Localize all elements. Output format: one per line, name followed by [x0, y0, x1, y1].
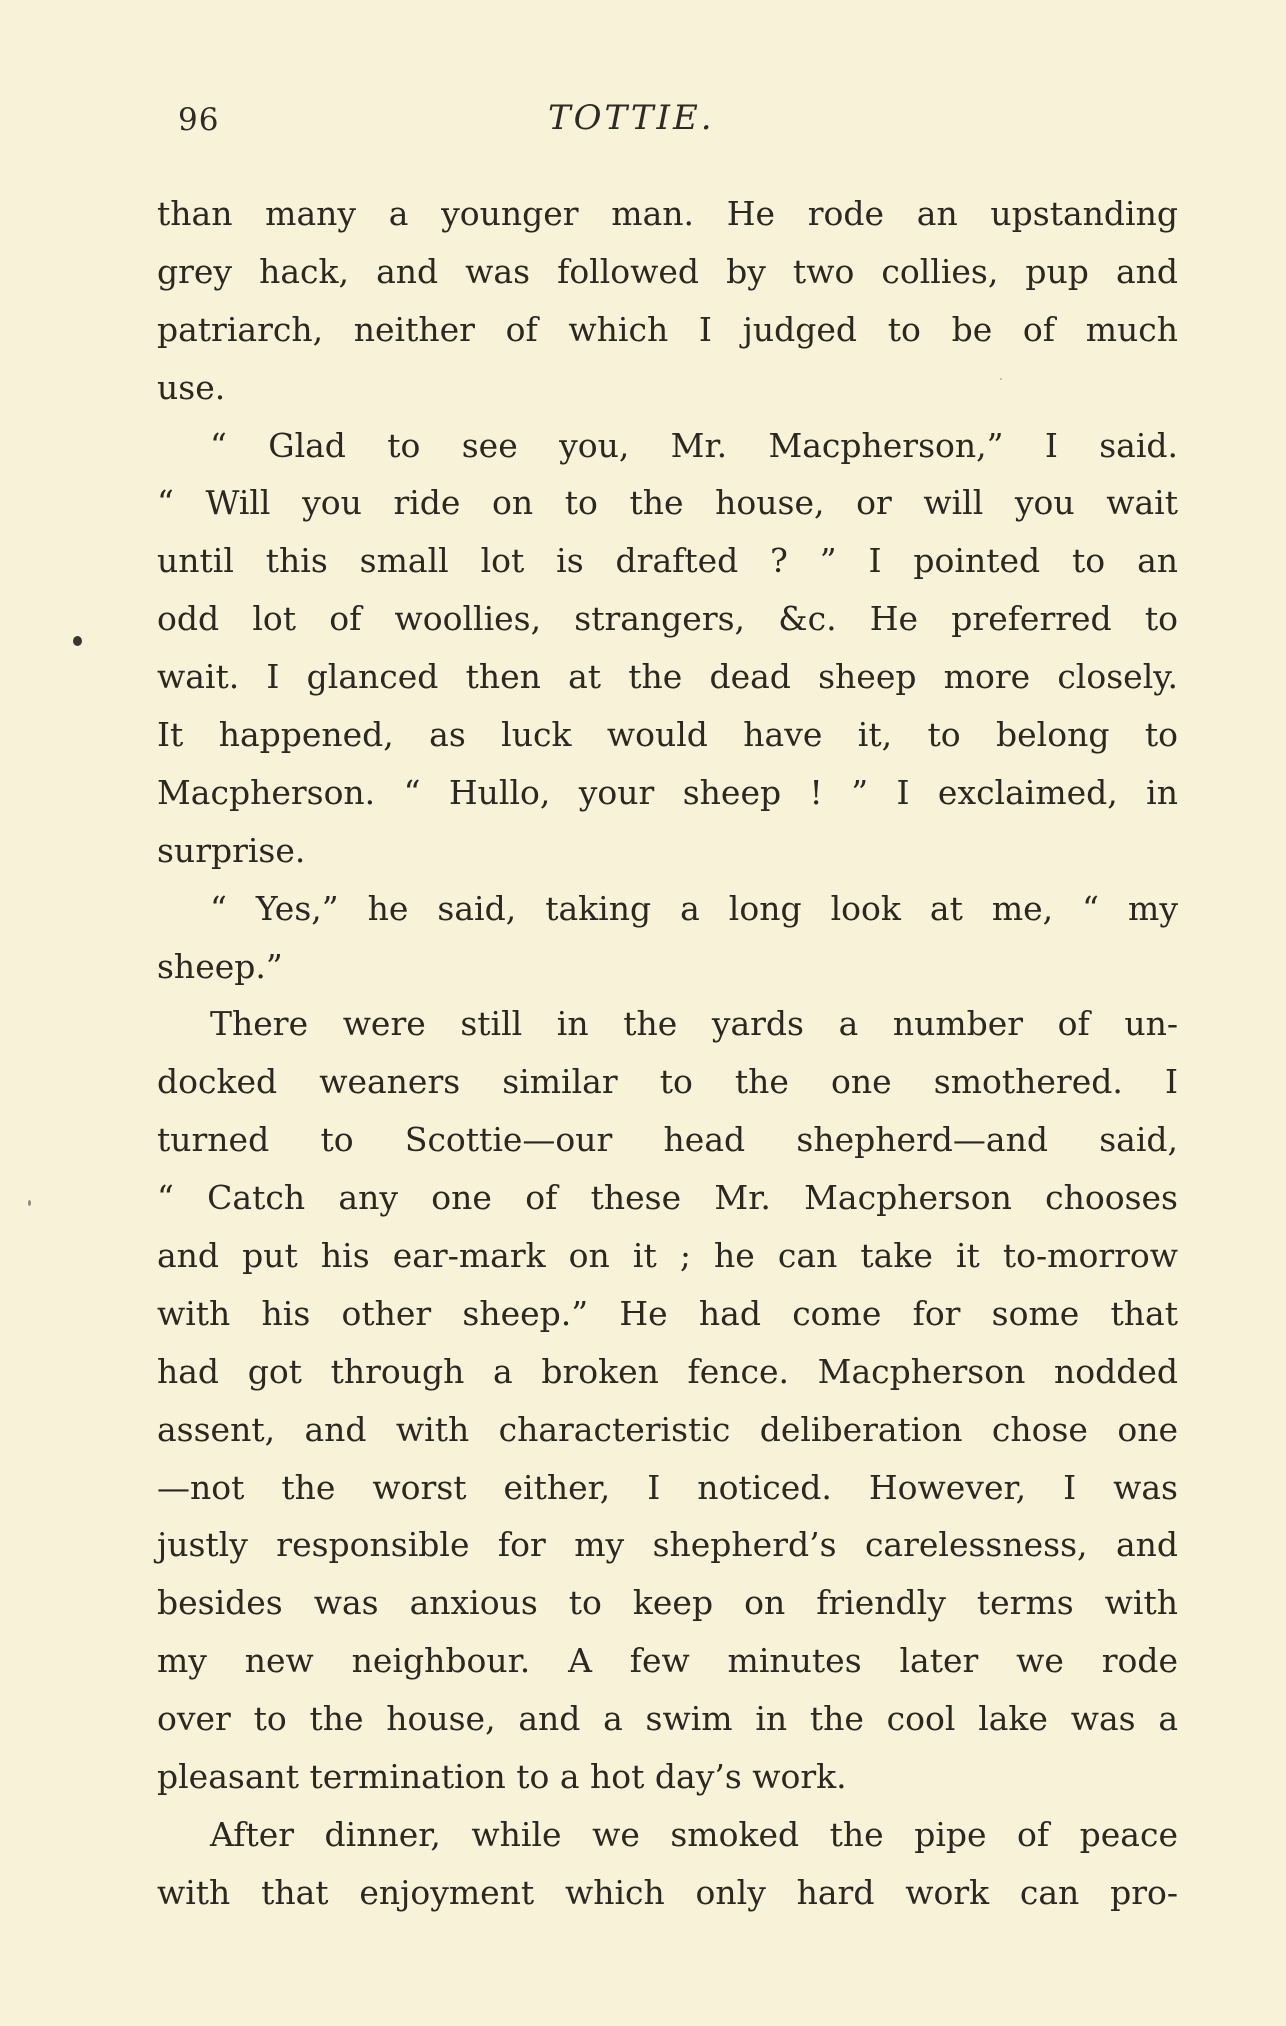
text-line: than many a younger man. He rode an upstanding — [157, 194, 1178, 233]
text-line: After dinner, while we smoked the pipe of peace — [210, 1814, 1178, 1854]
text-line: until this small lot is drafted ? ” I pointed to an — [157, 541, 1178, 581]
text-line: with that enjoyment which only hard work can pro- — [157, 1872, 1178, 1912]
page-number: 96 — [178, 102, 220, 138]
text-line: —not the worst either, I noticed. However, I was — [157, 1467, 1178, 1507]
text-line: wait. I glanced then at the dead sheep more closely. — [157, 657, 1178, 697]
text-line: Macpherson. “ Hullo, your sheep ! ” I exclaimed, in — [157, 772, 1178, 812]
text-line: my new neighbour. A few minutes later we rode — [157, 1641, 1178, 1681]
text-line: pleasant termination to a hot day’s work. — [157, 1757, 847, 1797]
text-line: justly responsible for my shepherd’s carelessness, and — [157, 1525, 1178, 1565]
ink-speck — [28, 1200, 31, 1206]
text-line: turned to Scottie—our head shepherd—and said, — [157, 1120, 1178, 1160]
text-line: It happened, as luck would have it, to belong to — [157, 715, 1178, 755]
body-text — [157, 185, 1178, 1922]
text-line: assent, and with characteristic deliberation chose one — [157, 1409, 1178, 1449]
text-line: use. — [157, 367, 226, 407]
text-line: over to the house, and a swim in the cool lake was a — [157, 1699, 1178, 1739]
text-line: patriarch, neither of which I judged to be of much — [157, 309, 1178, 349]
text-line: sheep.” — [157, 946, 283, 986]
ink-speck — [1000, 378, 1002, 380]
ink-speck — [73, 636, 82, 646]
page-header — [0, 96, 1286, 146]
text-line: There were still in the yards a number of un- — [210, 1004, 1178, 1044]
text-line: “ Yes,” he said, taking a long look at me, “ my — [210, 888, 1178, 928]
text-line: had got through a broken fence. Macpherson nodded — [157, 1351, 1178, 1391]
text-line: with his other sheep.” He had come for some that — [157, 1293, 1178, 1333]
text-line: besides was anxious to keep on friendly terms with — [157, 1583, 1178, 1623]
text-line: odd lot of woollies, strangers, &c. He preferred to — [157, 599, 1178, 639]
text-line: surprise. — [157, 830, 306, 870]
text-line: and put his ear-mark on it ; he can take it to-morrow — [157, 1236, 1178, 1276]
text-line: “ Will you ride on to the house, or will you wait — [157, 483, 1178, 523]
text-line: docked weaners similar to the one smothered. I — [157, 1062, 1178, 1102]
text-line: “ Glad to see you, Mr. Macpherson,” I said. — [210, 425, 1178, 465]
running-title: TOTTIE. — [548, 98, 715, 138]
text-line: “ Catch any one of these Mr. Macpherson chooses — [157, 1178, 1178, 1218]
text-line: grey hack, and was followed by two collies, pup and — [157, 251, 1178, 291]
